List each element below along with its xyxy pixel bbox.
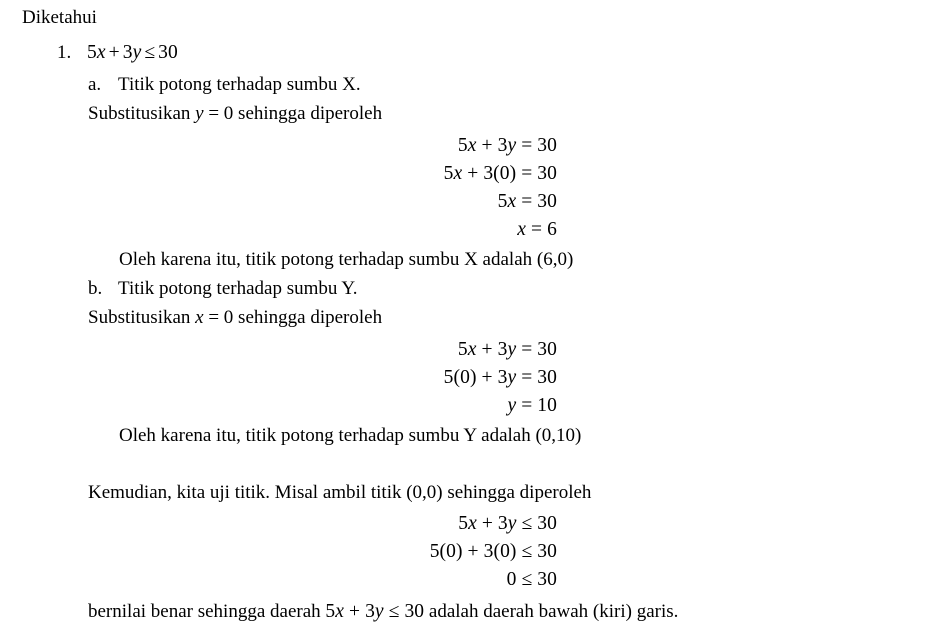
part-b-marker: b. [88,278,103,299]
final-conclusion-math: 5x + 3y ≤ 30 [325,601,425,622]
part-a-substitution [88,103,382,125]
equation-rel: = [521,191,533,212]
constant-value: 30 [158,42,178,63]
problem-number: 1. [57,42,72,63]
equation-rel: = [521,367,533,388]
final-conclusion-post: adalah daerah bawah (kiri) garis. [428,601,679,622]
part-b-substitution [88,307,382,329]
plus-operator: + [108,42,120,63]
equation-lhs: 5x + 3y [457,339,517,360]
equation-rhs: 30 [537,367,557,388]
equation-line [0,188,557,216]
part-b-row [88,278,357,300]
problem-item-1 [57,42,178,64]
part-a-title: Titik potong terhadap sumbu X. [118,74,361,95]
substitution-label: Substitusikan [88,103,191,124]
equation-lhs: 5(0) + 3y [443,367,517,388]
equation-rel: = [521,163,533,184]
equation-rhs: 10 [537,395,557,416]
equation-line [0,160,557,188]
equation-rel: = [531,219,543,240]
test-point-equation-block [0,510,557,594]
equation-rhs: 30 [537,569,557,590]
variable-x: x [96,42,106,63]
part-b-title: Titik potong terhadap sumbu Y. [118,278,358,299]
equation-rel: = [521,395,533,416]
equation-lhs: 5x [497,191,517,212]
equation-rhs: 30 [537,339,557,360]
final-conclusion [88,601,678,623]
equation-rhs: 30 [537,163,557,184]
equation-lhs: 5x + 3y [458,513,517,534]
document-heading: Diketahui [22,7,97,28]
equation-rel: = [521,135,533,156]
part-a-row [88,74,361,96]
equation-rel: ≤ [521,569,533,590]
relation-operator: ≤ [144,42,156,63]
coef-x: 5 [87,42,97,63]
equation-rhs: 6 [547,219,557,240]
equation-line [0,364,557,392]
problem-statement [87,42,178,64]
equation-line [0,132,557,160]
substitution-variable: y [195,103,204,124]
equation-lhs: 5x + 3(0) [443,163,517,184]
equation-lhs: y [507,395,517,416]
part-a-equation-block [0,132,557,244]
equation-line [0,538,557,566]
part-b-conclusion: Oleh karena itu, titik potong terhadap sumbu Y adalah (0,10) [119,425,582,446]
test-point-intro: Kemudian, kita uji titik. Misal ambil titik (0,0) sehingga diperoleh [88,482,592,503]
part-b-equation-block [0,336,557,420]
equation-rel: = [521,339,533,360]
equation-lhs: 0 [506,569,517,590]
substitution-variable: x [195,307,204,328]
equation-line [0,336,557,364]
equation-lhs: 5x + 3y [457,135,517,156]
substitution-rest: = 0 sehingga diperoleh [208,307,383,328]
equation-rhs: 30 [537,135,557,156]
equation-line [0,510,557,538]
equation-lhs: x [517,219,527,240]
equation-line [0,566,557,594]
substitution-rest: = 0 sehingga diperoleh [208,103,383,124]
final-conclusion-pre: bernilai benar sehingga daerah [88,601,321,622]
equation-rhs: 30 [537,513,557,534]
equation-rel: ≤ [521,541,533,562]
variable-y: y [132,42,142,63]
part-a-conclusion: Oleh karena itu, titik potong terhadap sumbu X adalah (6,0) [119,249,574,270]
equation-rhs: 30 [537,541,557,562]
substitution-label: Substitusikan [88,307,191,328]
equation-rhs: 30 [537,191,557,212]
part-a-marker: a. [88,74,102,95]
equation-rel: ≤ [521,513,533,534]
equation-line [0,216,557,244]
equation-lhs: 5(0) + 3(0) [429,541,517,562]
coef-y: 3 [122,42,133,63]
equation-line [0,392,557,420]
